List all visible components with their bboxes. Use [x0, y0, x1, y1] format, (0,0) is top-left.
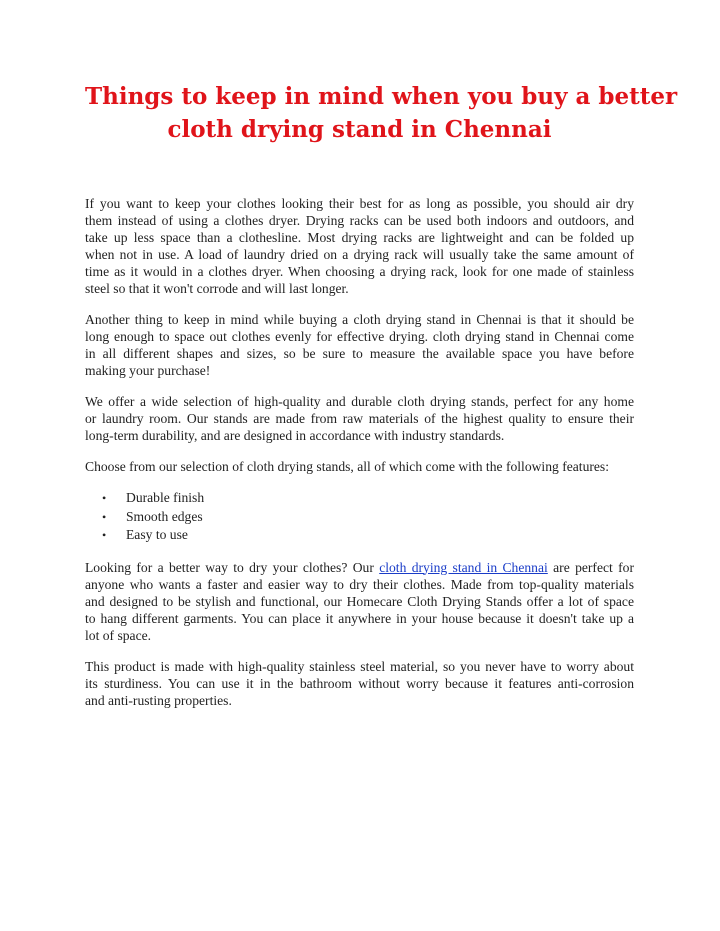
bullet-icon: •	[102, 528, 107, 542]
page-title	[85, 80, 678, 146]
paragraph-line: We offer a wide selection of high-quality and durable cloth drying stands, perfect for any home	[85, 394, 634, 409]
paragraph-line: in all different shapes and sizes, so be sure to measure the available space you have before	[85, 346, 634, 361]
paragraph-line: This product is made with high-quality stainless steel material, so you never have to worry about	[85, 658, 634, 674]
paragraph-text: are perfect for	[547, 559, 634, 575]
paragraph-line: and designed to be stylish and functional, our Homecare Cloth Drying Stands offer a lot of space	[85, 593, 634, 609]
paragraph-text: Looking for a better way to dry your clothes? Our	[85, 559, 380, 575]
paragraph-line: If you want to keep your clothes looking their best for as long as possible, you should air dry	[85, 196, 634, 211]
paragraph-line: them instead of using a clothes dryer. Drying racks can be used both indoors and outdoors, and	[85, 213, 634, 228]
list-item	[102, 508, 634, 527]
paragraph-line: Another thing to keep in mind while buying a cloth drying stand in Chennai is that it should be	[85, 312, 634, 327]
bullet-icon: •	[102, 491, 107, 505]
title-line-1: Things to keep in mind when you buy a better	[85, 83, 678, 110]
paragraph-line: steel so that it won't corrode and will last longer.	[85, 281, 349, 296]
title-line-2: cloth drying stand in Chennai	[167, 116, 552, 143]
selection-paragraph	[85, 393, 634, 444]
paragraph-line: to hang different garments. You can place it anywhere in your house because it doesn't take up a	[85, 610, 634, 626]
paragraph-line: anyone who wants a faster and easier way to dry their clothes. Made from top-quality materials	[85, 576, 634, 592]
list-item	[102, 526, 634, 545]
paragraph-line: or laundry room. Our stands are made from raw materials of the highest quality to ensure their	[85, 411, 634, 426]
paragraph-line: Choose from our selection of cloth drying stands, all of which come with the following features:	[85, 459, 609, 474]
paragraph-line	[85, 559, 634, 576]
paragraph-line: long enough to space out clothes evenly for effective drying. cloth drying stand in Chennai come	[85, 329, 634, 344]
feature-label: Easy to use	[126, 527, 188, 542]
intro-paragraph	[85, 195, 634, 297]
list-item	[102, 489, 634, 508]
paragraph-line: its sturdiness. You can use it in the bathroom without worry because it features anti-corrosion	[85, 675, 634, 691]
size-paragraph	[85, 311, 634, 379]
paragraph-line: lot of space.	[85, 627, 152, 643]
paragraph-line: and anti-rusting properties.	[85, 692, 232, 708]
paragraph-line: when not in use. A load of laundry dried on a drying rack will usually take the same amount of	[85, 247, 634, 262]
features-list	[85, 489, 634, 545]
feature-label: Durable finish	[126, 490, 205, 505]
product-link[interactable]: cloth drying stand in Chennai	[379, 559, 548, 575]
paragraph-line: making your purchase!	[85, 363, 211, 378]
features-intro-paragraph	[85, 458, 634, 475]
paragraph-line: take up less space than a clothesline. Most drying racks are lightweight and can be folded up	[85, 230, 634, 245]
paragraph-line: time as it would in a clothes dryer. When choosing a drying rack, look for one made of stainless	[85, 264, 634, 279]
bullet-icon: •	[102, 509, 107, 524]
product-paragraph	[85, 559, 634, 644]
material-paragraph	[85, 658, 634, 709]
feature-label: Smooth edges	[126, 508, 203, 524]
paragraph-line: long-term durability, and are designed in accordance with industry standards.	[85, 428, 505, 443]
